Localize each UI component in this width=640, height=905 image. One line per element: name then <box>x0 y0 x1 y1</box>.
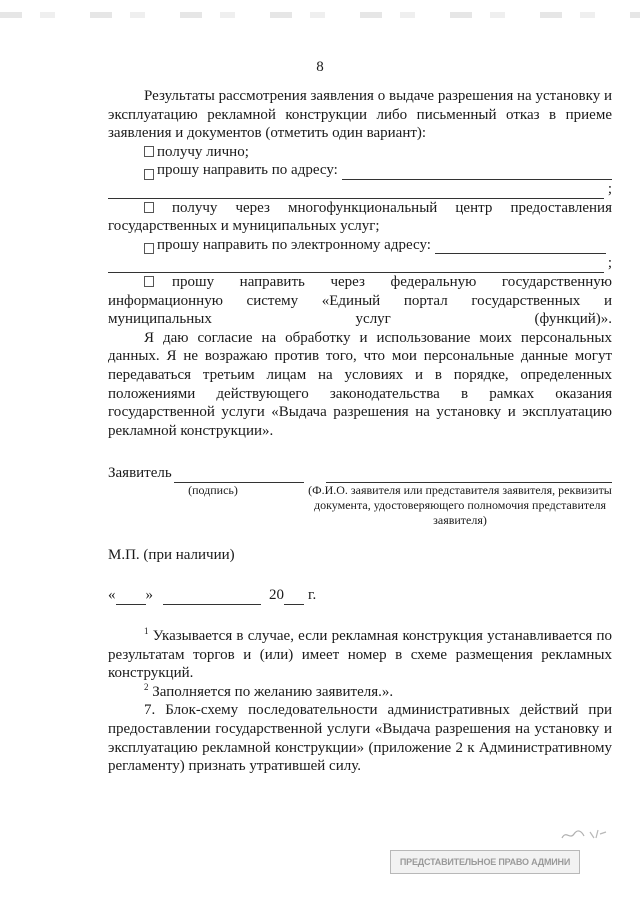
option-address-label: прошу направить по адресу: <box>157 162 338 179</box>
date-month-field[interactable] <box>163 591 261 605</box>
footnote-1-mark: 1 <box>144 626 149 637</box>
email-line-end: ; <box>607 255 612 272</box>
scan-artifact-top <box>0 12 640 18</box>
option-mfc <box>108 199 612 236</box>
address-continuation <box>108 180 612 199</box>
footnote-1-text: Указывается в случае, если рекламная конструкция устанавливается по результатам торгов и (или) имеет номер в схеме размещения рекламных конструкций. <box>108 628 612 682</box>
date-close-quote: » <box>145 587 153 604</box>
checkbox-in-person[interactable] <box>144 146 154 157</box>
date-year-field[interactable] <box>284 591 304 605</box>
option-in-person-label: получу лично; <box>157 143 249 160</box>
signature-caption: (подпись) <box>188 482 238 497</box>
handwritten-mark-icon <box>560 826 608 842</box>
email-continuation <box>108 254 612 273</box>
checkbox-portal[interactable] <box>144 276 154 287</box>
email-field-line-2[interactable] <box>108 259 604 273</box>
consent-text: Я даю согласие на обработку и использование моих персональных данных. Я не возражаю против того, что мои персональные данные могут передаваться третьим лицам на условиях и в порядке, определенных положениями действующего законодательства в рамках оказания государственной услуги «Выдача разрешения на установку и эксплуатацию рекламной конструкции». <box>108 329 612 439</box>
footnote-2-text: Заполняется по желанию заявителя.». <box>152 683 394 700</box>
applicant-label: Заявитель <box>108 465 172 482</box>
address-field-line-2[interactable] <box>108 185 604 199</box>
address-line-end: ; <box>607 180 612 197</box>
signature-field[interactable] <box>174 469 304 483</box>
option-email-label: прошу направить по электронному адресу: <box>157 236 431 253</box>
email-field-line-1[interactable] <box>435 240 606 254</box>
page-number: 8 <box>316 59 324 75</box>
date-day-field[interactable] <box>116 591 146 605</box>
signature-captions <box>108 483 612 528</box>
date-open-quote: « <box>108 587 116 604</box>
footnote-1 <box>108 627 612 683</box>
footnote-2 <box>108 683 612 702</box>
document-body <box>108 87 612 776</box>
seal-note: М.П. (при наличии) <box>108 546 235 563</box>
item-7-text: 7. Блок-схему последовательности административных действий при предоставлении государственной услуги «Выдача разрешения на установку и эксплуатацию рекламной конструкции» (приложение 2 к Административному регламенту) признать утратившей силу. <box>108 702 612 775</box>
option-address <box>108 161 612 180</box>
checkbox-mfc[interactable] <box>144 202 154 213</box>
option-in-person <box>108 143 612 162</box>
option-email <box>108 236 612 255</box>
option-portal <box>108 273 612 329</box>
fio-caption: (Ф.И.О. заявителя или представителя заявителя, реквизиты документа, удостоверяющего полномочия представителя заявителя) <box>308 482 612 527</box>
applicant-fio-field[interactable] <box>326 469 612 483</box>
option-mfc-label: получу через многофункциональный центр предоставления государственных и муниципальных услуг; <box>108 199 612 235</box>
date-line <box>108 586 612 605</box>
date-century: 20 <box>269 587 284 604</box>
address-field-line-1[interactable] <box>342 166 612 180</box>
checkbox-address[interactable] <box>144 169 154 180</box>
applicant-row <box>108 464 612 483</box>
checkbox-email[interactable] <box>144 243 154 254</box>
stamp: ПРЕДСТАВИТЕЛЬНОЕ ПРАВО АДМИНИ <box>390 850 580 874</box>
option-portal-label: прошу направить через федеральную государственную информационную систему «Единый портал государственных и муниципальных услуг (функций)». <box>108 273 612 328</box>
date-year-suffix: г. <box>308 587 317 604</box>
results-intro: Результаты рассмотрения заявления о выдаче разрешения на установку и эксплуатацию рекламной конструкции либо письменный отказ в приеме заявления и документов (отметить один вариант): <box>108 88 612 142</box>
footnote-2-mark: 2 <box>144 681 149 692</box>
